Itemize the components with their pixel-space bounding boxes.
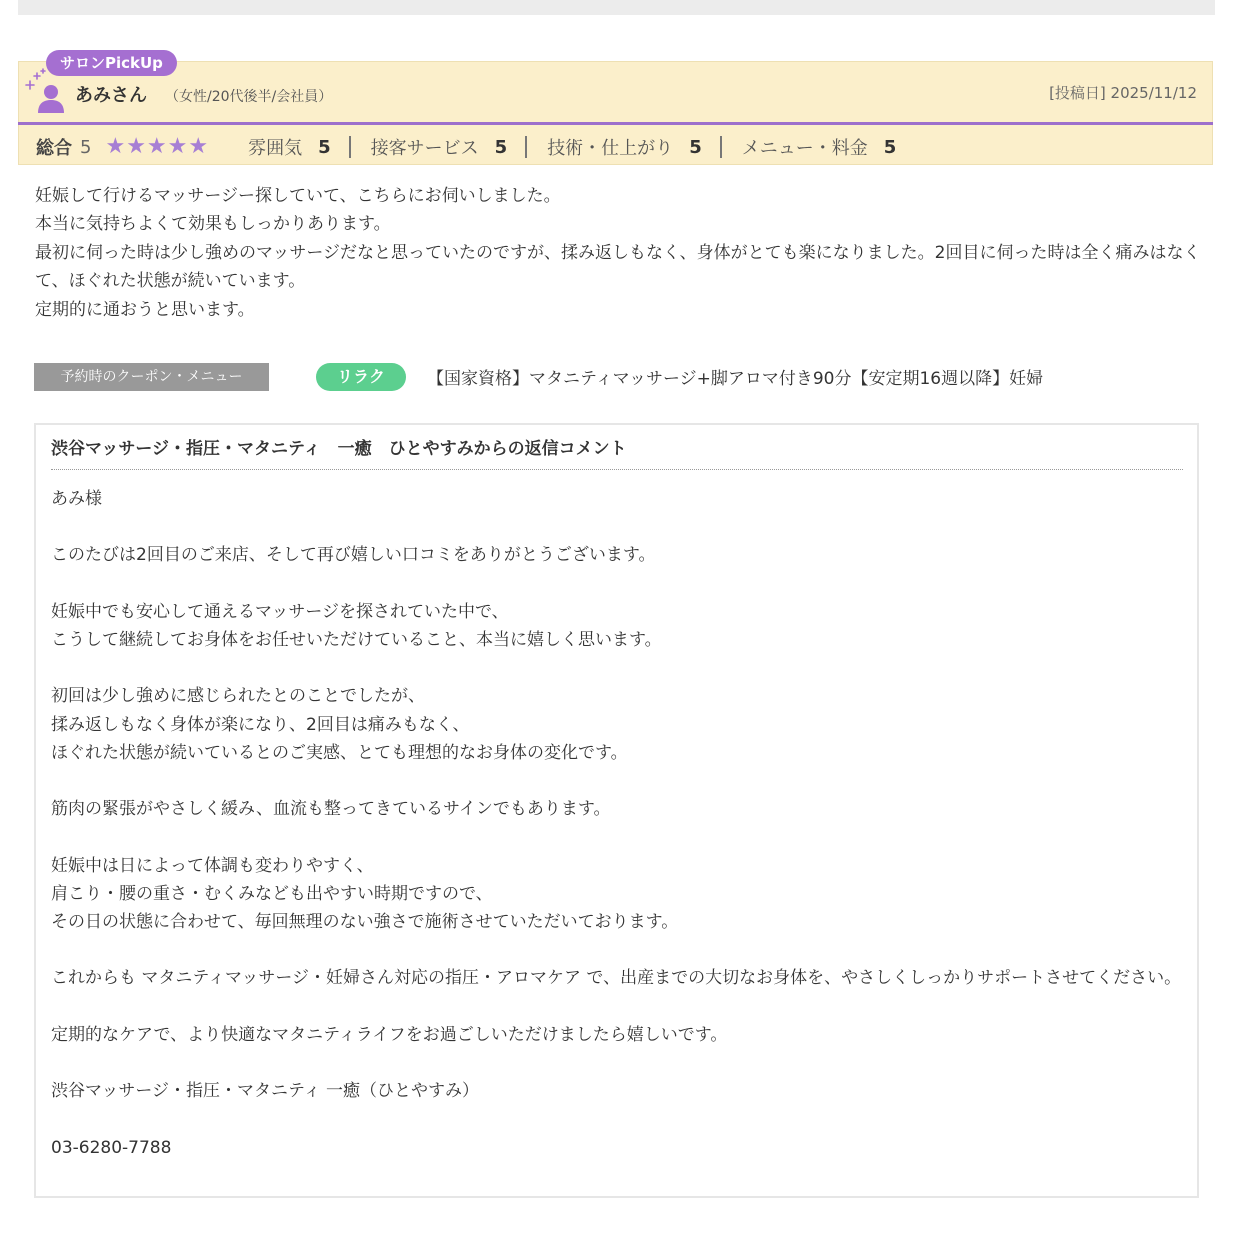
salon-reply [34, 423, 1199, 1198]
star-icon: ★ [167, 134, 188, 159]
star-icon: ★ [105, 134, 126, 159]
rating-divider [525, 136, 527, 158]
star-icon: ★ [188, 134, 209, 159]
top-strip [18, 0, 1215, 15]
rating-label: 接客サービス [370, 138, 479, 159]
review-text-line: 妊娠して行けるマッサージー探していて、こちらにお伺いしました。 [35, 186, 561, 206]
reply-divider [51, 469, 1183, 470]
reply-text-line: 揉み返しもなく身体が楽になり、2回目は痛みもなく、 [51, 714, 470, 735]
reply-text-line: このたびは2回目のご来店、そして再び嬉しい口コミをありがとうございます。 [51, 545, 656, 566]
reply-paragraph [51, 795, 1183, 823]
overall-label: 総合 [36, 138, 72, 159]
coupon-label: 予約時のクーポン・メニュー [34, 363, 269, 391]
review-text-line: 本当に気持ちよくて効果もしっかりあります。 [35, 214, 391, 235]
reply-text-line: 肩こり・腰の重さ・むくみなども出やすい時期ですので、 [51, 883, 493, 904]
ratings-row [36, 132, 896, 162]
reply-text-line: こうして継続してお身体をお任せいただけていること、本当に嬉しく思います。 [51, 629, 662, 650]
post-date: [投稿日] 2025/11/12 [1049, 84, 1197, 102]
reply-paragraph [51, 485, 1183, 513]
header-divider [18, 122, 1213, 125]
reply-text-line: あみ様 [51, 489, 102, 509]
user-icon [37, 83, 65, 113]
reply-paragraph [51, 1077, 1183, 1105]
reply-text-line: 妊娠中でも安心して通えるマッサージを探されていた中で、 [51, 601, 509, 622]
coupon-category-tag: リラク [316, 363, 406, 391]
reviewer-attributes: （女性/20代後半/会社員） [165, 89, 333, 105]
reply-body [51, 485, 1183, 1190]
rating-divider [349, 136, 351, 158]
reply-text-line: その日の状態に合わせて、毎回無理のない強さで施術させていただいております。 [51, 911, 679, 932]
reply-text-line: 定期的なケアで、より快適なマタニティライフをお過ごしいただけましたら嬉しいです。 [51, 1024, 728, 1045]
review-text-line: 最初に伺った時は少し強めのマッサージだなと思っていたのですが、揉み返しもなく、身体がとても楽になりました。2回目に伺った時は全く痛みはなくて、ほぐれた状態が続いています。 [35, 242, 1201, 292]
star-icon: ★ [146, 134, 167, 159]
overall-score: 5 [80, 136, 92, 158]
reply-paragraph [51, 1134, 1183, 1162]
rating-score: 5 [494, 136, 508, 158]
reply-paragraph [51, 964, 1183, 992]
reply-text-line: 筋肉の緊張がやさしく緩み、血流も整ってきているサインでもあります。 [51, 799, 611, 820]
reviewer-name: あみさん [75, 85, 147, 106]
reply-text-line: 渋谷マッサージ・指圧・マタニティ 一癒（ひとやすみ） [51, 1081, 480, 1102]
reply-paragraph [51, 682, 1183, 767]
reply-paragraph [51, 541, 1183, 569]
reply-text-line: これからも マタニティマッサージ・妊婦さん対応の指圧・アロマケア で、出産までの大切なお身体を、やさしくしっかりサポートさせてください。 [51, 968, 1182, 989]
star-icon: ★ [126, 134, 146, 159]
rating-menu-price [742, 134, 897, 160]
rating-label: 雰囲気 [248, 138, 303, 159]
rating-technique [547, 134, 702, 160]
rating-divider [720, 136, 722, 158]
reply-paragraph [51, 598, 1183, 654]
rating-atmosphere [248, 134, 331, 160]
rating-service [371, 134, 508, 160]
reply-paragraph [51, 852, 1183, 937]
reply-text-line: 03-6280-7788 [51, 1137, 172, 1158]
rating-score: 5 [318, 136, 331, 158]
coupon-menu-link[interactable]: 【国家資格】マタニティマッサージ+脚アロマ付き90分【安定期16週以降】妊婦 [427, 369, 1044, 389]
rating-label: 技術・仕上がり [547, 138, 674, 159]
rating-score: 5 [689, 136, 702, 158]
reply-text-line: 妊娠中は日によって体調も変わりやすく、 [51, 855, 374, 876]
review-body [35, 182, 1205, 324]
reply-paragraph [51, 1021, 1183, 1049]
pickup-badge: サロンPickUp [46, 50, 177, 76]
reply-title: 渋谷マッサージ・指圧・マタニティ 一癒 ひとやすみからの返信コメント [51, 439, 627, 459]
reply-text-line: 初回は少し強めに感じられたとのことでしたが、 [51, 686, 425, 707]
reply-text-line: ほぐれた状態が続いているとのご実感、とても理想的なお身体の変化です。 [51, 742, 628, 763]
rating-label: メニュー・料金 [741, 138, 868, 159]
review-text-line: 定期的に通おうと思います。 [35, 299, 255, 320]
star-rating [105, 136, 208, 158]
rating-score: 5 [883, 136, 897, 158]
